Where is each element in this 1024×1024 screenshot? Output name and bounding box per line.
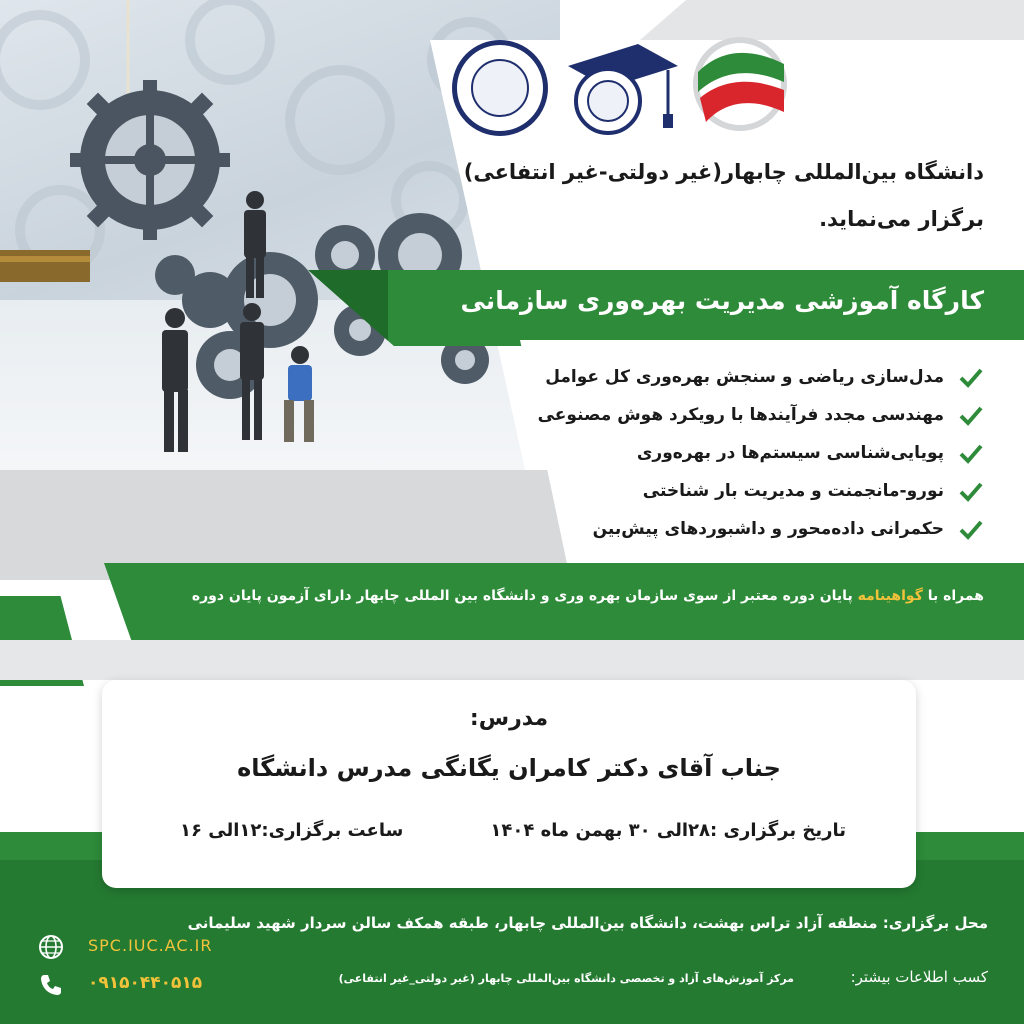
list-item: [524, 472, 984, 510]
list-item: [524, 396, 984, 434]
certificate-text: [124, 588, 984, 604]
website-link[interactable]: SPC.IUC.AC.IR: [88, 936, 213, 955]
certificate-suffix: پایان دوره معتبر از سوی سازمان بهره وری و دانشگاه بین المللی چابهار دارای آزمون پایان دوره: [191, 588, 858, 604]
list-item: [524, 358, 984, 396]
university-seal-logo: [452, 40, 548, 136]
phone-icon: [38, 972, 64, 998]
phone-number[interactable]: ۰۹۱۵۰۴۴۰۵۱۵: [88, 973, 203, 993]
event-date: تاریخ برگزاری :۲۸الی ۳۰ بهمن ماه ۱۴۰۴: [490, 820, 846, 841]
topic-text: پویایی‌شناسی سیستم‌ها در بهره‌وری: [636, 443, 944, 463]
list-item: [524, 510, 984, 548]
check-icon: [958, 516, 984, 542]
check-icon: [958, 478, 984, 504]
instructor-label: مدرس:: [469, 706, 549, 731]
certificate-prefix: همراه با: [922, 588, 984, 604]
check-icon: [958, 402, 984, 428]
topic-text: مهندسی مجدد فرآیندها با رویکرد هوش مصنوعی: [537, 405, 944, 425]
workshop-title: کارگاه آموزشی مدیریت بهره‌وری سازمانی: [460, 286, 984, 315]
event-time: ساعت برگزاری:۱۲الی ۱۶: [180, 820, 404, 841]
background-grey-band-mid: [0, 640, 1024, 680]
certificate-highlight: گواهینامه: [857, 588, 923, 604]
topics-list: [524, 358, 984, 548]
training-center-name: مرکز آموزش‌های آزاد و تخصصی دانشگاه بین‌المللی چابهار (غیر دولتی_غیر انتفاعی): [338, 972, 794, 985]
instructor-name: جناب آقای دکتر کامران یگانگی مدرس دانشگاه: [237, 754, 781, 782]
venue-text: محل برگزاری: منطقه آزاد تراس بهشت، دانشگاه بین‌المللی چابهار، طبقه همکف سالن سردار شهید سلیمانی: [187, 914, 988, 932]
organizer-name: دانشگاه بین‌المللی چابهار(غیر دولتی-غیر انتفاعی): [463, 160, 984, 184]
check-icon: [958, 440, 984, 466]
productivity-organization-logo: [692, 34, 788, 134]
organizer-subtitle: برگزار می‌نماید.: [819, 207, 984, 231]
globe-icon: [38, 934, 64, 960]
more-info-label: کسب اطلاعات بیشتر:: [850, 968, 988, 986]
list-item: [524, 434, 984, 472]
topic-text: نورو-مانجمنت و مدیریت بار شناختی: [642, 481, 944, 501]
graduation-cap-logo: [568, 36, 678, 136]
topic-text: حکمرانی داده‌محور و داشبوردهای پیش‌بین: [592, 519, 944, 539]
check-icon: [958, 364, 984, 390]
topic-text: مدل‌سازی ریاضی و سنجش بهره‌وری کل عوامل: [545, 367, 944, 387]
